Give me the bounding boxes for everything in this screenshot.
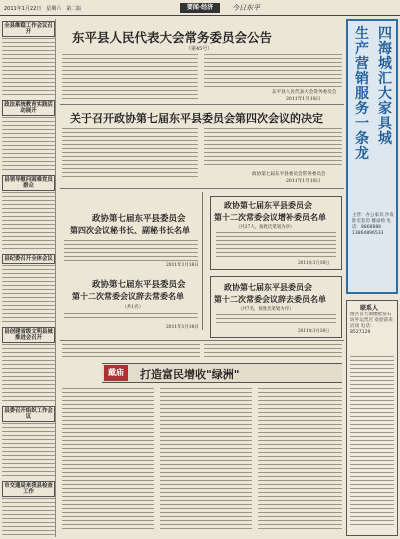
box-1-date: 2011年1月18日 <box>166 263 199 268</box>
ad-slogan-sub: 生产营销服务一条龙 <box>355 26 369 162</box>
box-2-sub: （共1名） <box>122 305 144 310</box>
notice-2-title: 关于召开政协第七届东平县委员会第四次会议的决定 <box>70 112 323 125</box>
notice-2-text-left <box>62 128 198 182</box>
notice-1-title: 东平县人民代表大会常务委员会公告 <box>72 30 273 45</box>
box-4-text <box>216 314 336 326</box>
article-text <box>2 38 55 98</box>
box-3-line1: 政协第七届东平县委员会 <box>224 200 312 210</box>
feature-text-1 <box>62 388 154 534</box>
page-header <box>0 0 400 16</box>
notice-2-text-right <box>204 128 342 168</box>
divider <box>202 192 203 330</box>
box-3-sub: （共27人，按姓氏笔划为序） <box>236 225 295 230</box>
ad-slogan-main: 四海城汇大家具城 <box>378 26 392 147</box>
ad-contact <box>352 213 396 237</box>
banner-title: 打造富民增收"绿洲" <box>140 368 240 381</box>
issue-date: 2011年1月22日 星期六 第二版 <box>4 6 82 12</box>
article-text <box>2 423 55 479</box>
banner-tag: 戴庙 <box>104 365 128 381</box>
right-text <box>350 356 394 532</box>
section-label: 要闻·经济 <box>180 3 220 13</box>
box-4-line1: 政协第七届东平县委员会 <box>224 282 312 292</box>
article-text <box>2 344 55 404</box>
divider <box>60 104 344 105</box>
box-2-line2: 第十二次常委会议辞去常委名单 <box>72 291 184 301</box>
box-1-line2: 第四次会议秘书长、副秘书长名单 <box>70 225 190 235</box>
ad-phone: 13864896533 <box>352 231 384 236</box>
left-headline-4: 县纪委召开全体会议 <box>2 254 55 264</box>
feature-text-3 <box>258 388 342 534</box>
notice-1-signature: 东平县人民代表大会常务委员会 <box>272 90 337 95</box>
notice-2-signature: 政协第七届东平县委员会常务委员会 <box>252 172 326 177</box>
notice-1-text-left <box>62 54 198 100</box>
box-2-text <box>64 313 198 321</box>
left-headline-5: 县创建省级文明县城推进会召开 <box>2 327 55 343</box>
box-4-date: 2011年1月18日 <box>298 328 330 333</box>
box-3-date: 2011年1月18日 <box>298 260 330 265</box>
article-text <box>2 498 55 538</box>
box-4-sub: （共7名，按姓氏笔划为序） <box>238 307 294 312</box>
advertisement <box>346 19 398 294</box>
article-text <box>2 192 55 252</box>
left-headline-3: 县领导慰问困难党员群众 <box>2 175 55 191</box>
notice-1-text-right <box>204 54 342 90</box>
article-text <box>2 265 55 325</box>
left-headline-7: 市交通局来我县检查工作 <box>2 481 55 497</box>
article-text <box>62 344 200 362</box>
left-headline-6: 县委召开组织工作会议 <box>2 406 55 422</box>
notice-2-date: 2011年1月18日 <box>286 179 321 184</box>
box-2-date: 2011年1月18日 <box>166 325 199 330</box>
notice-1-date: 2011年1月18日 <box>286 97 321 102</box>
box-1-line1: 政协第七届东平县委员会 <box>92 214 186 224</box>
left-headline-2: 政法系统教育实践活动展开 <box>2 100 55 116</box>
notice-1-number: （第45号） <box>186 46 213 52</box>
feature-text-2 <box>160 388 252 534</box>
box-3-line2: 第十二次常委会议增补委员名单 <box>214 212 326 222</box>
right-heading: 联系人 <box>360 305 379 312</box>
box-1-text <box>64 240 198 264</box>
divider <box>60 188 344 189</box>
right-info: 理吾首大酒楼批发石坊外运营店 欢迎前来洽谈 电话：8527129 <box>350 312 393 335</box>
divider <box>60 340 344 341</box>
ad-contact-text: 主营：办公家具 沙发 卧室套房 餐桌椅 电话：8868888 <box>352 213 394 230</box>
box-4-line2: 第十二次常委会议辞去委员名单 <box>214 294 326 304</box>
box-2-line1: 政协第七届东平县委员会 <box>92 280 186 290</box>
left-news-column <box>2 19 56 537</box>
article-text <box>204 344 342 362</box>
box-3-text <box>216 232 336 258</box>
article-text <box>2 117 55 173</box>
left-headline-1: 全县维稳工作会议召开 <box>2 21 55 37</box>
paper-logo: 今日东平 <box>232 4 260 12</box>
